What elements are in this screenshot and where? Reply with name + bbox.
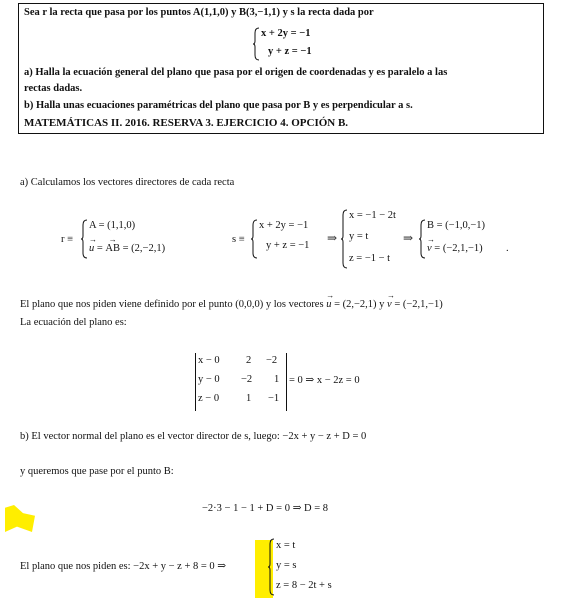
det-cell: −2 xyxy=(266,355,278,366)
part-a-statement-cont: rectas dadas. xyxy=(24,83,83,94)
system-brace-icon xyxy=(252,27,260,61)
s-param-y: y = t xyxy=(349,231,369,242)
final-plane-text: El plano que nos piden es: −2x + y − z + 8 = 0 ⇒ xyxy=(20,561,227,572)
part-b-normal-text: b) El vector normal del plano es el vector director de s, luego: −2x + y − z + D = 0 xyxy=(20,431,367,442)
det-cell: −1 xyxy=(268,393,280,404)
s-param-z: z = −1 − t xyxy=(349,253,391,264)
part-b-point-text: y queremos que pase por el punto B: xyxy=(20,466,174,477)
det-cell: z − 0 xyxy=(198,393,220,404)
part-a-intro: a) Calculamos los vectores directores de cada recta xyxy=(20,177,235,188)
final-param-x: x = t xyxy=(276,540,296,551)
det-cell: −2 xyxy=(241,374,253,385)
part-b-calculation: −2·3 − 1 − 1 + D = 0 ⇒ D = 8 xyxy=(202,503,328,514)
s-equation-2: y + z = −1 xyxy=(266,240,310,251)
implies-arrow-2: ⇒ xyxy=(403,231,414,245)
r-brace-icon xyxy=(80,219,88,259)
s-equation-1: x + 2y = −1 xyxy=(259,220,309,231)
final-brace-icon xyxy=(267,538,275,596)
part-b-statement: b) Halla unas ecuaciones paramétricas del plano que pasa por B y es perpendicular a s. xyxy=(24,100,413,111)
r-direction-vector: → u = → AB = (2,−2,1) xyxy=(89,243,165,254)
highlight-mark xyxy=(5,505,35,532)
s-label: s ≡ xyxy=(232,234,245,245)
r-label: r ≡ xyxy=(61,234,74,245)
period: . xyxy=(506,243,509,254)
plane-equation-label: La ecuación del plano es: xyxy=(20,317,127,328)
determinant-result: = 0 ⇒ x − 2z = 0 xyxy=(289,375,360,386)
exam-source: MATEMÁTICAS II. 2016. RESERVA 3. EJERCICIO 4. OPCIÓN B. xyxy=(24,117,349,129)
s-brace-icon xyxy=(250,219,258,259)
part-a-statement: a) Halla la ecuación general del plano que pasa por el origen de coordenadas y es paralelo a las xyxy=(24,67,448,78)
problem-line-1: Sea r la recta que pasa por los puntos A(1,1,0) y B(3,−1,1) y s la recta dada por xyxy=(24,7,374,18)
plane-definition-text: El plano que nos piden viene definido por el punto (0,0,0) y los vectores → u = (2,−2,1) y → v = (−2,1,−1) xyxy=(20,299,443,310)
det-cell: 2 xyxy=(246,355,252,366)
final-param-y: y = s xyxy=(276,560,297,571)
s-vector-brace-icon xyxy=(418,219,426,259)
s-point-b: B = (−1,0,−1) xyxy=(427,220,486,231)
implies-arrow-1: ⇒ xyxy=(327,231,338,245)
system-equation-1: x + 2y = −1 xyxy=(261,28,311,39)
det-cell: x − 0 xyxy=(198,355,220,366)
s-direction-vector: → v = (−2,1,−1) xyxy=(427,243,483,254)
final-param-z: z = 8 − 2t + s xyxy=(276,580,332,591)
det-cell: 1 xyxy=(246,393,252,404)
s-param-x: x = −1 − 2t xyxy=(349,210,396,221)
det-cell: y − 0 xyxy=(198,374,220,385)
s-param-brace-icon xyxy=(340,209,348,269)
system-equation-2: y + z = −1 xyxy=(268,46,312,57)
r-point-a: A = (1,1,0) xyxy=(89,220,136,231)
det-cell: 1 xyxy=(274,374,280,385)
